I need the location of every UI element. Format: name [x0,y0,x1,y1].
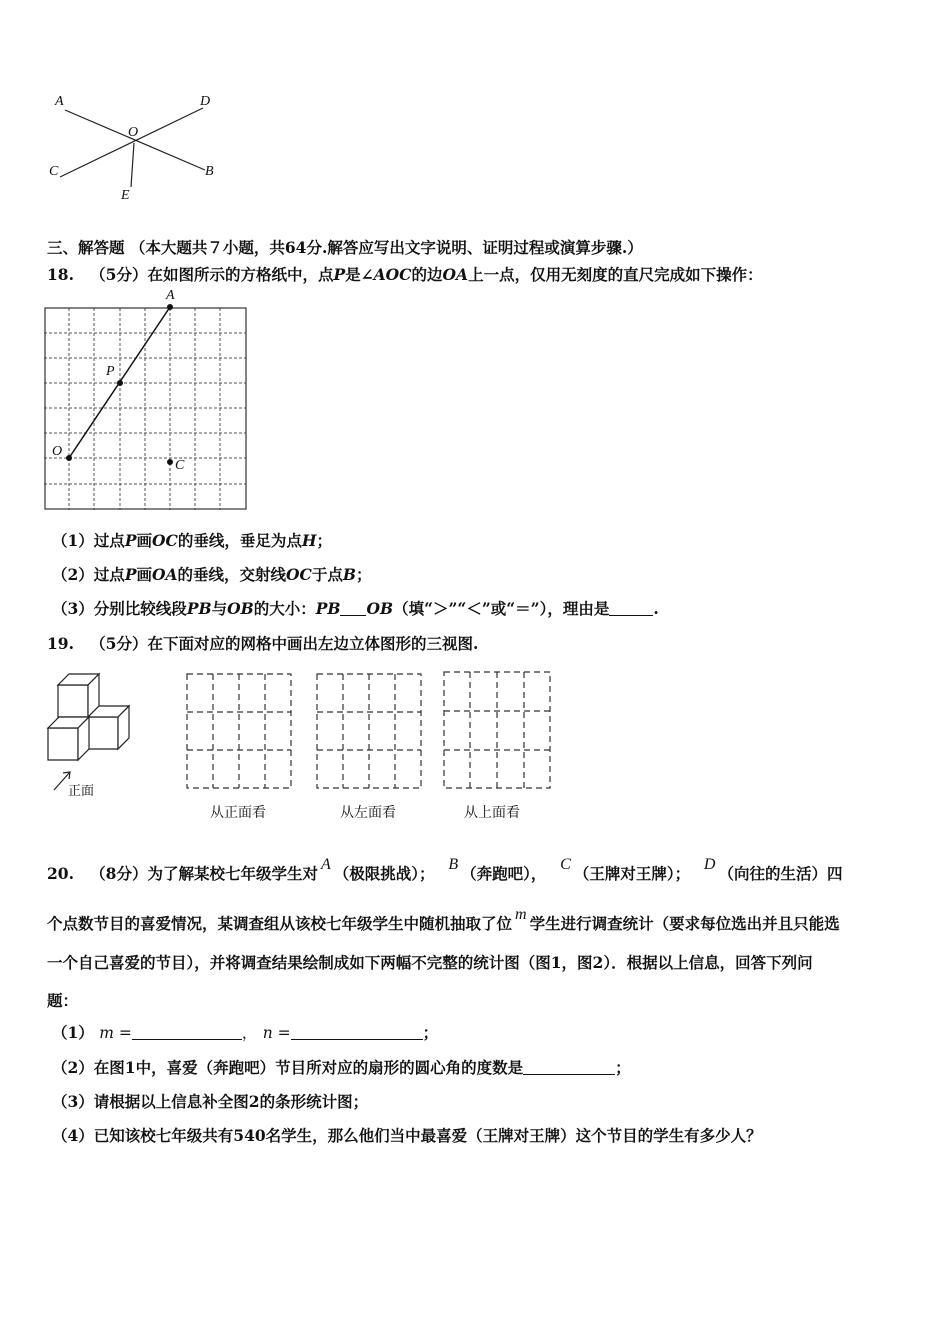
q18-sub2-OA: OA [151,565,178,584]
caption-left-view: 从左面看 [340,805,396,821]
q20-sub3 [52,1090,368,1112]
q18-sub2-e: ； [356,565,372,584]
q20-sub2-end: ； [615,1058,631,1077]
q18-sub1-num: （1） [52,531,94,550]
q18-sub2-a: 过点 [93,565,125,584]
q20-option-B-name: （奔跑吧）， [461,864,547,883]
q18-sub3-OB2: OB [366,599,394,618]
q20-sub3-text: 请根据以上信息补全图2的条形统计图； [93,1092,369,1111]
point-C [167,459,173,465]
q18-sub1-OC: OC [151,531,178,550]
q18-grid-figure [44,290,254,512]
q20-n-answer-blank[interactable] [291,1025,423,1040]
q20-sub3-num: （3） [52,1092,94,1111]
q20-sub1 [52,1021,438,1043]
q18-AOC: AOC [373,265,412,284]
intersecting-lines-svg [45,92,225,207]
q19-grid-left[interactable] [315,670,427,792]
q18-sub2-OC: OC [286,565,312,584]
label-D: D [200,94,211,109]
caption-top-view: 从上面看 [464,805,520,821]
q19-stem-text: 在下面对应的网格中画出左边立体图形的三视图. [147,634,479,653]
q18-OA: OA [442,265,469,284]
q20-sub1-m-eq: m = [99,1024,132,1042]
q20-option-A: A [320,856,331,873]
q19-grid-top-svg [442,668,554,792]
q19-grid-top[interactable] [442,668,554,792]
grid-label-C: C [175,458,185,473]
label-C: C [49,164,59,179]
grid-label-P: P [106,364,115,379]
q18-sub3-num: （3） [52,599,94,618]
q18-sub3-c: 的大小： [253,599,316,618]
q18-stem [47,263,763,285]
q18-P: P [333,265,346,284]
q19-cube-figure [44,660,144,800]
q18-sub3-PB2: PB [315,599,341,618]
q20-line2-b: 学生进行调查统计（要求每位选出并且只能选 [529,914,840,933]
q20-sub4 [52,1124,762,1146]
figure-intersecting-lines [45,92,225,207]
q19-cube-svg [44,660,144,800]
q18-sub1-P: P [124,531,137,550]
q18-sub3 [52,597,659,619]
q18-sub3-b: 与 [211,599,228,618]
label-B: B [205,164,214,179]
q18-grid-svg [44,290,254,512]
q19-stem [47,632,478,654]
q18-sub3-OB: OB [227,599,254,618]
grid-label-O: O [52,444,63,459]
q19-grid-left-svg [315,670,427,792]
q18-sub1-a: 过点 [93,531,125,550]
q20-sub1-num: （1） [52,1023,94,1042]
q20-number: 20. [47,864,74,883]
q20-line2-a: 个点数节目的喜爱情况，某调查组从该校七年级学生中随机抽取了位 [47,914,513,933]
q20-line1 [47,856,843,884]
q18-sub3-a: 分别比较线段 [93,599,187,618]
q18-sub2-c: 的垂线，交射线 [177,565,287,584]
q20-angle-answer-blank[interactable] [523,1060,615,1075]
q18-score: （5分） [90,265,148,284]
q19-number: 19. [47,634,74,653]
left-cube-front [48,728,78,760]
q18-stem-b: 是∠ [345,265,374,284]
q18-sub2-num: （2） [52,565,94,584]
ray-OE [131,143,134,187]
q18-stem-a: 在如图所示的方格纸中，点 [147,265,334,284]
q18-sub1 [52,529,332,551]
point-O [66,455,72,461]
q18-sub1-H: H [301,531,317,550]
q20-line2 [47,906,840,934]
q18-sub2-B: B [342,565,356,584]
q19-grid-front[interactable] [185,670,297,792]
q20-sub4-num: （4） [52,1126,94,1145]
section3-heading: 三、解答题 （本大题共７小题，共64分.解答应写出文字说明、证明过程或演算步骤.） [47,238,643,257]
q18-sub3-answer-blank[interactable] [340,601,366,616]
q20-option-C: C [560,856,571,873]
q20-option-D-name: （向往的生活）四 [718,864,843,883]
q18-sub1-b: 画 [136,531,152,550]
q20-line4: 题： [47,991,79,1010]
q20-sub1-sep: ， [241,1024,258,1042]
q19-grid-front-svg [185,670,297,792]
caption-front-view: 从正面看 [210,805,266,821]
q20-option-C-name: （王牌对王牌）； [573,864,691,883]
q20-score: （8分） [90,864,148,883]
front-label: 正面 [68,784,95,799]
grid-label-A: A [166,288,175,303]
line-CD [60,108,203,177]
q20-sub1-n-eq: n = [262,1024,291,1042]
q18-stem-d: 上一点，仅用无刻度的直尺完成如下操作： [468,265,763,284]
q20-m-answer-blank[interactable] [132,1025,242,1040]
q18-sub3-d: （填“＞”“＜”或“＝”），理由是 [393,599,610,618]
q20-sub4-text: 已知该校七年级共有540名学生，那么他们当中最喜爱（王牌对王牌）这个节目的学生有多少人？ [93,1126,762,1145]
q20-sub2-text: 在图1中，喜爱（奔跑吧）节目所对应的扇形的圆心角的度数是 [93,1058,524,1077]
q18-sub1-d: ； [316,531,333,550]
top-cube-front [58,685,88,717]
q18-stem-c: 的边 [411,265,443,284]
q18-sub2-b: 画 [136,565,152,584]
q20-line3: 一个自己喜爱的节目），并将调查结果绘制成如下两幅不完整的统计图（图1，图2）．根据以上信息，回答下列问 [47,953,813,972]
q18-grid-lines [44,308,246,510]
q18-sub3-reason-blank[interactable] [609,601,653,616]
q20-option-A-name: （极限挑战）； [333,864,435,883]
q20-sub1-end: ； [422,1023,439,1042]
q20-m: m [515,906,527,923]
q19-score: （5分） [90,634,148,653]
q18-sub2 [52,563,372,585]
q20-stem-a: 为了解某校七年级学生对 [147,864,318,883]
q20-sub2-num: （2） [52,1058,94,1077]
label-A: A [55,94,64,109]
q18-sub1-c: 的垂线，垂足为点 [177,531,302,550]
label-O: O [128,125,139,140]
q20-sub2 [52,1056,631,1078]
right-cube-front [88,717,118,749]
q18-sub3-PB: PB [186,599,212,618]
label-E: E [121,188,130,203]
q20-option-D: D [703,856,716,873]
q18-sub3-e: . [653,599,659,618]
q20-option-B: B [448,856,459,873]
point-P [117,380,123,386]
q18-sub2-P: P [124,565,137,584]
q18-sub2-d: 于点 [311,565,343,584]
point-A [167,304,173,310]
q18-number: 18. [47,265,74,284]
